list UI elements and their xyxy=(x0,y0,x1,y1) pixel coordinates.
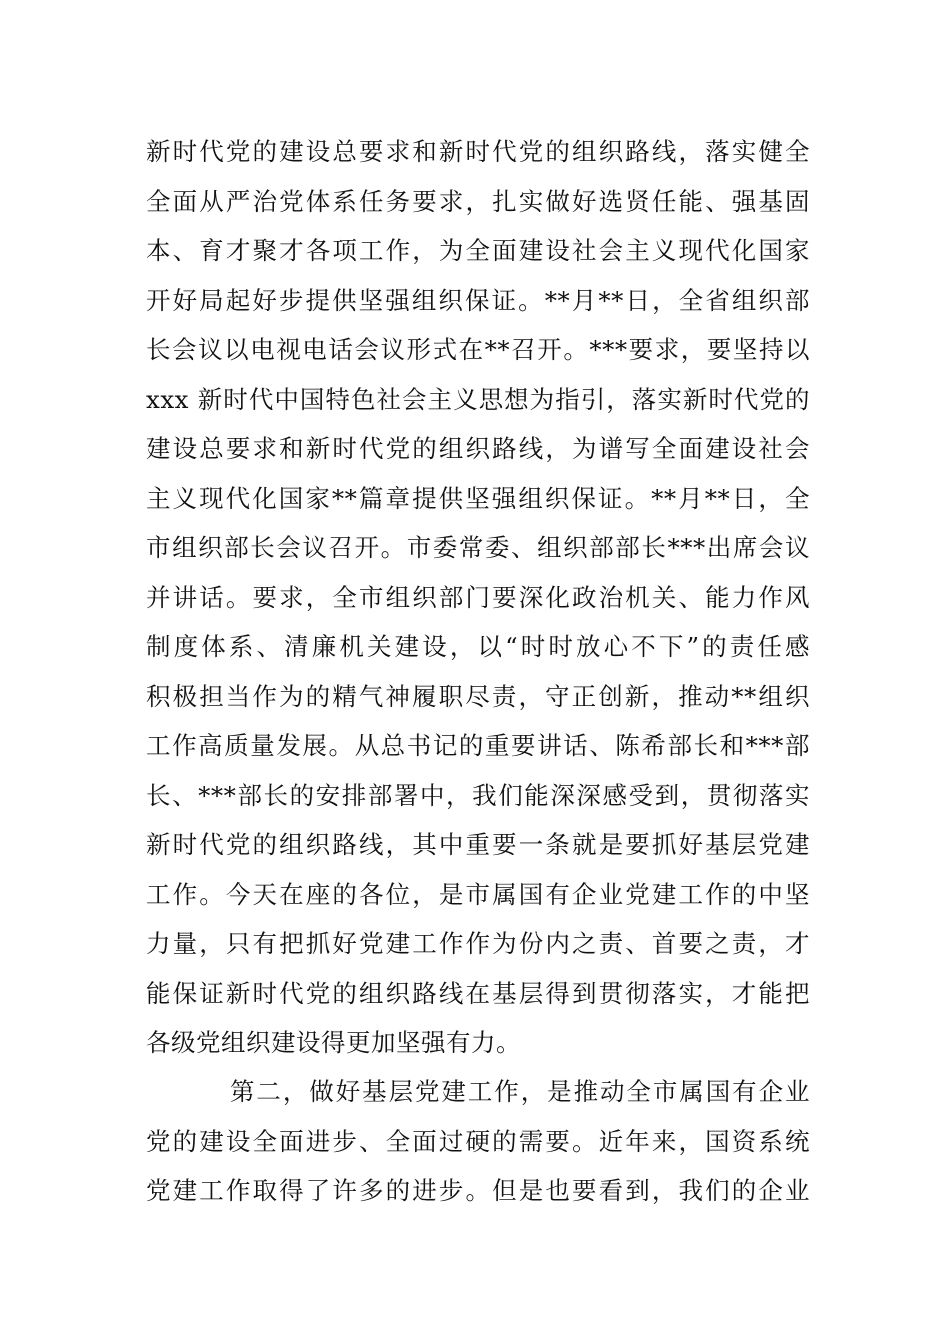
paragraph-1-line: xxx 新时代中国特色社会主义思想为指引，落实新时代党的 xyxy=(146,384,810,414)
paragraph-1-line: 制度体系、清廉机关建设，以“时时放心不下”的责任感 xyxy=(146,632,810,661)
paragraph-1-line: 各级党组织建设得更加坚强有力。 xyxy=(146,1028,521,1057)
paragraph-1-line: 长、***部长的安排部署中，我们能深深感受到，贯彻落实 xyxy=(146,780,810,810)
paragraph-1-line: 积极担当作为的精气神履职尽责，守正创新，推动**组织 xyxy=(146,681,810,711)
paragraph-1-line: 并讲话。要求，全市组织部门要深化政治机关、能力作风 xyxy=(146,582,810,612)
paragraph-1-line: 全面从严治党体系任务要求，扎实做好选贤任能、强基固 xyxy=(146,186,810,216)
paragraph-1-line: 力量，只有把抓好党建工作作为份内之责、首要之责，才 xyxy=(146,929,810,958)
paragraph-1-line: 新时代党的建设总要求和新时代党的组织路线，落实健全 xyxy=(146,137,810,166)
paragraph-2-line: 党建工作取得了许多的进步。但是也要看到，我们的企业 xyxy=(146,1176,810,1205)
paragraph-1-line: 建设总要求和新时代党的组织路线，为谱写全面建设社会 xyxy=(146,434,810,463)
paragraph-1-line: 新时代党的组织路线，其中重要一条就是要抓好基层党建 xyxy=(146,830,810,859)
paragraph-2 xyxy=(146,1067,810,1216)
paragraph-1-line: 能保证新时代党的组织路线在基层得到贯彻落实，才能把 xyxy=(146,978,810,1008)
paragraph-1-line: 工作高质量发展。从总书记的重要讲话、陈希部长和***部 xyxy=(146,731,810,760)
paragraph-1 xyxy=(146,127,810,1068)
paragraph-1-line: 本、育才聚才各项工作，为全面建设社会主义现代化国家 xyxy=(146,236,810,265)
paragraph-2-line: 党的建设全面进步、全面过硬的需要。近年来，国资系统 xyxy=(146,1126,810,1156)
paragraph-1-line: 市组织部长会议召开。市委常委、组织部部长***出席会议 xyxy=(146,533,810,562)
paragraph-1-line: 长会议以电视电话会议形式在**召开。***要求，要坚持以 xyxy=(146,335,810,364)
paragraph-1-line: 主义现代化国家**篇章提供坚强组织保证。**月**日，全 xyxy=(146,483,810,513)
paragraph-1-line: 开好局起好步提供坚强组织保证。**月**日，全省组织部 xyxy=(146,285,810,315)
paragraph-2-line: 第二，做好基层党建工作，是推动全市属国有企业 xyxy=(230,1077,810,1106)
paragraph-1-line: 工作。今天在座的各位，是市属国有企业党建工作的中坚 xyxy=(146,879,810,909)
